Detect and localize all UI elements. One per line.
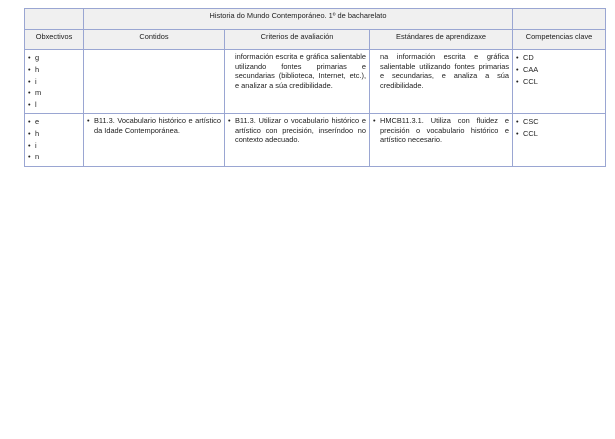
objective-item: • g — [28, 52, 80, 64]
objective-item: • h — [28, 64, 80, 76]
objective-item: • h — [28, 128, 80, 140]
criteria-text: • B11.3. Utilizar o vocabulario histórico e artístico con precisión, inseríndoo no contexto adecuado. — [228, 116, 366, 145]
header-objectives: Obxectivos — [25, 30, 84, 50]
criteria-cell — [225, 50, 370, 114]
standards-cell — [370, 113, 513, 166]
objective-item: • e — [28, 116, 80, 128]
objective-item: • i — [28, 140, 80, 152]
competence-item: • CD — [516, 52, 602, 64]
criteria-cell — [225, 113, 370, 166]
table-header-row — [25, 30, 606, 50]
table-row — [25, 50, 606, 114]
header-competences: Competencias clave — [513, 30, 606, 50]
content-cell — [84, 50, 225, 114]
header-standards: Estándares de aprendizaxe — [370, 30, 513, 50]
header-content: Contidos — [84, 30, 225, 50]
competences-list — [516, 116, 602, 140]
header-criteria: Criterios de avaliación — [225, 30, 370, 50]
objective-item: • m — [28, 87, 80, 99]
competences-cell — [513, 50, 606, 114]
objectives-list — [28, 116, 80, 163]
title-blank-cell — [25, 9, 84, 30]
table-title-row — [25, 9, 606, 30]
content-text: • B11.3. Vocabulario histórico e artístico da Idade Contemporánea. — [87, 116, 221, 135]
objective-item: • l — [28, 99, 80, 111]
table-title: Historia do Mundo Contemporáneo. 1º de bacharelato — [84, 9, 513, 30]
standards-cell — [370, 50, 513, 114]
competence-item: • CAA — [516, 64, 602, 76]
title-blank-cell-right — [513, 9, 606, 30]
competences-list — [516, 52, 602, 87]
competence-item: • CCL — [516, 76, 602, 88]
table-row — [25, 113, 606, 166]
objective-item: • n — [28, 151, 80, 163]
curriculum-table — [24, 8, 606, 167]
standards-text: • HMCB11.3.1. Utiliza con fluidez e precisión o vocabulario histórico e artístico necesario. — [373, 116, 509, 145]
standards-text: na información escrita e gráfica salientable utilizando fontes primarias e secundarias, e analiza a súa credibilidade. — [380, 52, 510, 90]
competence-item: • CCL — [516, 128, 602, 140]
curriculum-table-container — [24, 8, 605, 167]
objectives-cell — [25, 113, 84, 166]
competences-cell — [513, 113, 606, 166]
objective-item: • i — [28, 76, 80, 88]
criteria-text: información escrita e gráfica salientable utilizando fontes primarias e secundarias (biblioteca, Internet, etc.), e analizar a súa credibilidade. — [235, 52, 366, 90]
objectives-cell — [25, 50, 84, 114]
objectives-list — [28, 52, 80, 111]
competence-item: • CSC — [516, 116, 602, 128]
content-cell — [84, 113, 225, 166]
